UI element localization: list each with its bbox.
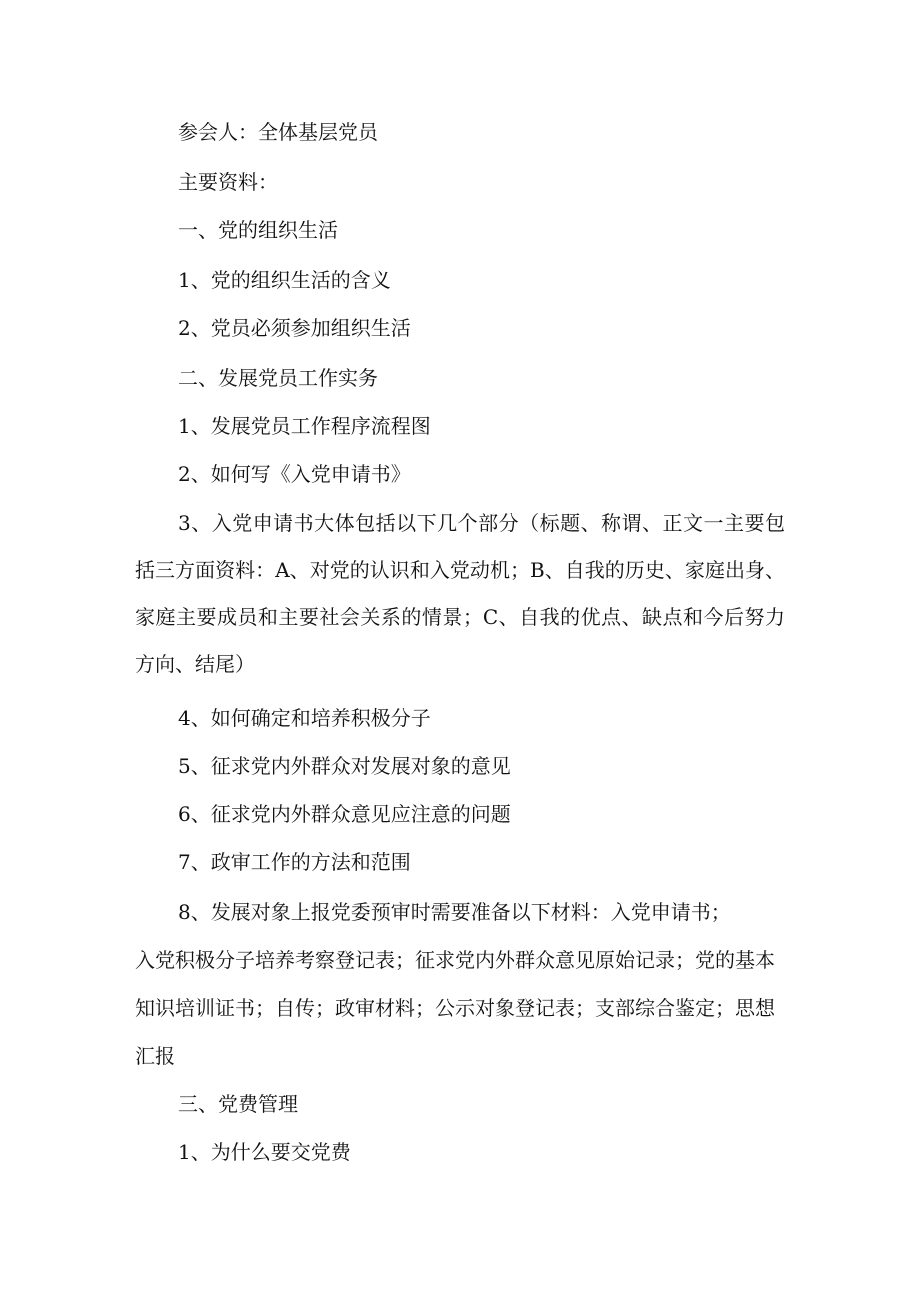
item-1-1: 1、党的组织生活的含义 (178, 268, 391, 292)
item-2-5: 5、征求党内外群众对发展对象的意见 (178, 754, 511, 778)
item-2-2: 2、如何写《入党申请书》 (178, 462, 411, 486)
main-content-heading: 主要资料： (178, 170, 278, 194)
item-2-8-cont-3: 汇报 (135, 1044, 175, 1068)
item-2-8-cont-2: 知识培训证书；自传；政审材料；公示对象登记表；支部综合鉴定；思想 (135, 996, 775, 1020)
item-2-8: 8、发展对象上报党委预审时需要准备以下材料：入党申请书； (178, 900, 731, 924)
item-1-2: 2、党员必须参加组织生活 (178, 316, 411, 340)
item-2-1: 1、发展党员工作程序流程图 (178, 414, 431, 438)
item-2-7: 7、政审工作的方法和范围 (178, 850, 411, 874)
item-2-6: 6、征求党内外群众意见应注意的问题 (178, 802, 511, 826)
item-2-3-paragraph: 3、入党申请书大体包括以下几个部分（标题、称谓、正文一主要包括三方面资料：A、对党的认识和入党动机；B、自我的历史、家庭出身、家庭主要成员和主要社会关系的情景；C、自我的优点、缺点和今后努力方向、结尾） (135, 511, 785, 676)
item-3-1: 1、为什么要交党费 (178, 1140, 351, 1164)
item-2-8-cont-1: 入党积极分子培养考察登记表；征求党内外群众意见原始记录；党的基本 (135, 948, 775, 972)
section-2-heading: 二、发展党员工作实务 (178, 366, 378, 390)
section-3-heading: 三、党费管理 (178, 1092, 298, 1116)
attendees-line: 参会人：全体基层党员 (178, 120, 378, 144)
section-1-heading: 一、党的组织生活 (178, 218, 338, 242)
item-2-4: 4、如何确定和培养积极分子 (178, 706, 431, 730)
